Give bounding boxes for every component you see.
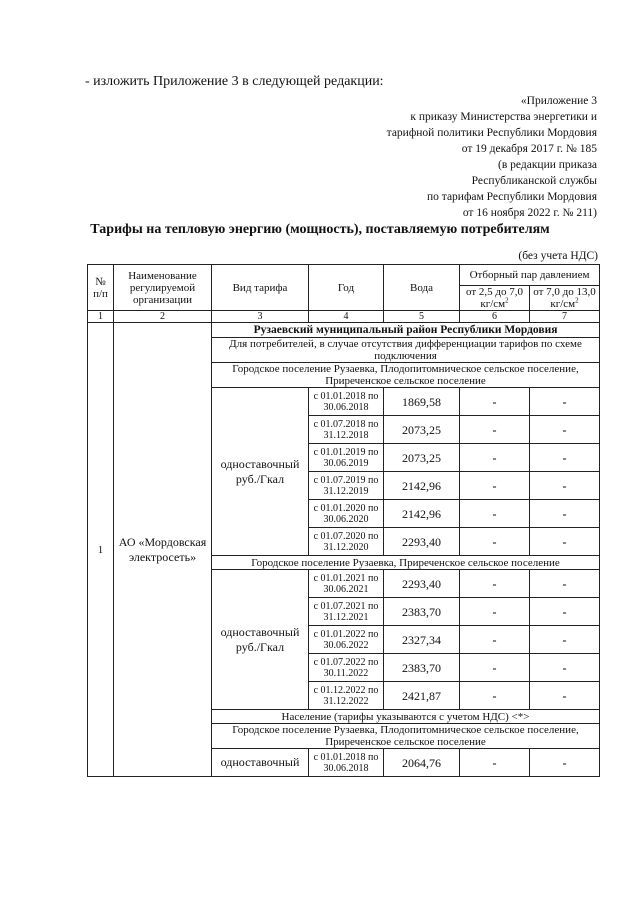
steam-a-value: - [460, 626, 530, 654]
period-cell: с 01.07.2020 по 31.12.2020 [309, 528, 384, 556]
population-note: Население (тарифы указываются с учетом НДС) <*> [212, 710, 600, 724]
period-cell: с 01.07.2022 по 30.11.2022 [309, 654, 384, 682]
period-cell: с 01.01.2019 по 30.06.2019 [309, 444, 384, 472]
organization-name: АО «Мордовская электросеть» [114, 323, 212, 777]
steam-a-value: - [460, 500, 530, 528]
steam-a-value: - [460, 388, 530, 416]
steam-b-value: - [530, 444, 600, 472]
water-price: 2293,40 [384, 570, 460, 598]
header-tariff-type: Вид тарифа [212, 265, 309, 311]
water-price: 2073,25 [384, 416, 460, 444]
tariff-type-label: одноставочный [212, 749, 309, 777]
header-line: от 19 декабря 2017 г. № 185 [461, 143, 597, 155]
tariff-type-label: одноставочный руб./Гкал [212, 388, 309, 556]
document-title: Тарифы на тепловую энергию (мощность), поставляемую потребителям [90, 222, 550, 237]
col-number: 6 [460, 311, 530, 323]
period-cell: с 01.01.2018 по 30.06.2018 [309, 388, 384, 416]
steam-a-value: - [460, 416, 530, 444]
steam-a-value: - [460, 654, 530, 682]
period-cell: с 01.01.2021 по 30.06.2021 [309, 570, 384, 598]
section-note: Городское поселение Рузаевка, Приреченское сельское поселение [212, 556, 600, 570]
col-number: 7 [530, 311, 600, 323]
header-year: Год [309, 265, 384, 311]
header-line: Республиканской службы [471, 175, 597, 187]
steam-a-value: - [460, 598, 530, 626]
steam-b-value: - [530, 416, 600, 444]
period-cell: с 01.07.2018 по 31.12.2018 [309, 416, 384, 444]
steam-b-value: - [530, 749, 600, 777]
appendix-header [317, 93, 597, 221]
steam-a-value: - [460, 528, 530, 556]
intro-text: - изложить Приложение 3 в следующей редакции: [85, 74, 384, 89]
steam-b-value: - [530, 500, 600, 528]
water-price: 2293,40 [384, 528, 460, 556]
period-cell: с 01.01.2020 по 30.06.2020 [309, 500, 384, 528]
period-cell: с 01.07.2021 по 31.12.2021 [309, 598, 384, 626]
col-number: 2 [114, 311, 212, 323]
header-line: от 16 ноября 2022 г. № 211) [462, 207, 597, 219]
steam-b-value: - [530, 528, 600, 556]
water-price: 2327,34 [384, 626, 460, 654]
steam-b-value: - [530, 598, 600, 626]
steam-b-value: - [530, 388, 600, 416]
water-price: 2421,87 [384, 682, 460, 710]
header-line: к приказу Министерства энергетики и [410, 111, 597, 123]
header-line: (в редакции приказа [498, 159, 597, 171]
steam-b-value: - [530, 682, 600, 710]
col-number: 5 [384, 311, 460, 323]
steam-b-value: - [530, 570, 600, 598]
water-price: 2383,70 [384, 598, 460, 626]
water-price: 2064,76 [384, 749, 460, 777]
col-number: 3 [212, 311, 309, 323]
water-price: 2383,70 [384, 654, 460, 682]
row-number: 1 [88, 323, 114, 777]
steam-a-value: - [460, 749, 530, 777]
header-steam-a: от 2,5 до 7,0 $кг/см^2$ [460, 286, 530, 311]
header-num: № п/п [88, 265, 114, 311]
col-number: 4 [309, 311, 384, 323]
header-steam-b: от 7,0 до 13,0 $кг/см^2$ [530, 286, 600, 311]
steam-b-value: - [530, 654, 600, 682]
col-number: 1 [88, 311, 114, 323]
header-line: тарифной политики Республики Мордовия [386, 127, 597, 139]
header-line: «Приложение 3 [520, 95, 597, 107]
header-steam: Отборный пар давлением [460, 265, 600, 286]
steam-b-value: - [530, 626, 600, 654]
header-line: по тарифам Республики Мордовия [427, 191, 597, 203]
water-price: 1869,58 [384, 388, 460, 416]
section-note: Городское поселение Рузаевка, Плодопитомническое сельское поселение, Приреченское сельское поселение [212, 724, 600, 749]
steam-a-value: - [460, 444, 530, 472]
period-cell: с 01.07.2019 по 31.12.2019 [309, 472, 384, 500]
header-org: Наименование регулируемой организации [114, 265, 212, 311]
header-water: Вода [384, 265, 460, 311]
vat-note: (без учета НДС) [518, 250, 598, 262]
tariff-table [87, 264, 600, 777]
section-note: Городское поселение Рузаевка, Плодопитомническое сельское поселение, Приреченское сельское поселение [212, 363, 600, 388]
period-cell: с 01.12.2022 по 31.12.2022 [309, 682, 384, 710]
steam-a-value: - [460, 570, 530, 598]
water-price: 2142,96 [384, 500, 460, 528]
steam-a-value: - [460, 472, 530, 500]
tariff-type-label: одноставочный руб./Гкал [212, 570, 309, 710]
region-heading: Рузаевский муниципальный район Республики Мордовия [212, 323, 600, 338]
group-note: Для потребителей, в случае отсутствия дифференциации тарифов по схеме подключения [212, 338, 600, 363]
period-cell: с 01.01.2018 по 30.06.2018 [309, 749, 384, 777]
steam-a-value: - [460, 682, 530, 710]
water-price: 2142,96 [384, 472, 460, 500]
steam-b-value: - [530, 472, 600, 500]
water-price: 2073,25 [384, 444, 460, 472]
period-cell: с 01.01.2022 по 30.06.2022 [309, 626, 384, 654]
